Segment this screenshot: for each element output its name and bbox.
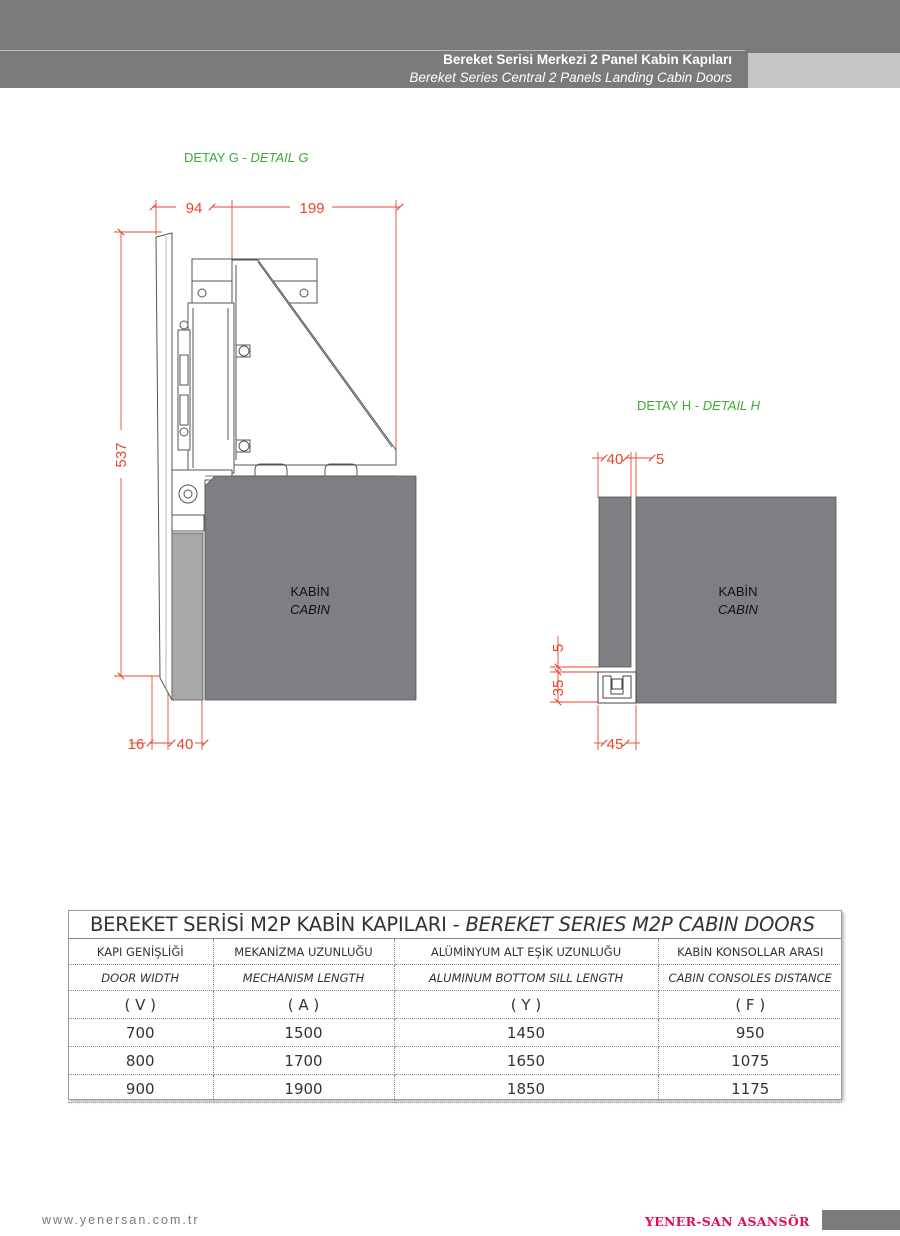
symbol-a: ( A ) — [213, 991, 394, 1019]
footer-brand: YENER-SAN ASANSÖR — [645, 1214, 810, 1229]
dim-16: 16 — [127, 736, 145, 753]
spec-table-wrap — [68, 910, 842, 1103]
cabin-wall-h — [636, 497, 836, 703]
footer-website-link[interactable]: www.yenersan.com.tr — [42, 1213, 200, 1227]
table-title: BEREKET SERİSİ M2P KABİN KAPILARI - BEREKET SERIES M2P CABIN DOORS — [68, 910, 842, 939]
table-cell: 1900 — [213, 1075, 394, 1103]
table-cell: 700 — [68, 1019, 213, 1047]
spec-table — [68, 910, 842, 1103]
header-en-door-width: DOOR WIDTH — [68, 965, 213, 991]
table-cell: 1700 — [213, 1047, 394, 1075]
dim-35-h: 35 — [550, 679, 567, 697]
dim-199: 199 — [299, 200, 325, 217]
cabin-label-en-g: CABIN — [290, 602, 330, 617]
dim-5-h-top: 5 — [655, 451, 665, 468]
detail-h-label: DETAY H - DETAIL H — [637, 398, 761, 413]
header-en-sill-length: ALUMINUM BOTTOM SILL LENGTH — [394, 965, 658, 991]
header-tr-sill-length: ALÜMİNYUM ALT EŞİK UZUNLUĞU — [394, 939, 658, 965]
table-cell: 1650 — [394, 1047, 658, 1075]
dim-45-h: 45 — [606, 736, 624, 753]
dim-94: 94 — [185, 200, 203, 217]
footer-bar — [822, 1210, 900, 1230]
aluminum-sill-h — [598, 672, 636, 703]
table-cell: 800 — [68, 1047, 213, 1075]
symbol-f: ( F ) — [658, 991, 842, 1019]
dim-40-g: 40 — [176, 736, 194, 753]
table-cell: 1450 — [394, 1019, 658, 1047]
symbol-v: ( V ) — [68, 991, 213, 1019]
table-row — [68, 1075, 842, 1103]
cabin-label-tr-h: KABİN — [718, 584, 758, 599]
table-cell: 950 — [658, 1019, 842, 1047]
cabin-door-leaf-g — [172, 533, 203, 700]
cabin-label-tr-g: KABİN — [290, 584, 330, 599]
dim-5-h-side: 5 — [550, 643, 567, 653]
header-en-mechanism-length: MECHANISM LENGTH — [213, 965, 394, 991]
header-tr-door-width: KAPI GENİŞLİĞİ — [68, 939, 213, 965]
table-row — [68, 1019, 842, 1047]
header-en-consoles-distance: CABIN CONSOLES DISTANCE — [658, 965, 842, 991]
header-tr-consoles-distance: KABİN KONSOLLAR ARASI — [658, 939, 842, 965]
dim-537: 537 — [113, 442, 130, 468]
detail-g-label: DETAY G - DETAIL G — [184, 150, 309, 165]
cabin-door-leaf-h — [599, 497, 631, 667]
table-cell: 1500 — [213, 1019, 394, 1047]
cabin-label-en-h: CABIN — [718, 602, 758, 617]
table-cell: 1075 — [658, 1047, 842, 1075]
header-tr-mechanism-length: MEKANİZMA UZUNLUĞU — [213, 939, 394, 965]
landing-door-panel — [156, 233, 172, 700]
dim-40-h: 40 — [606, 451, 624, 468]
table-cell: 1850 — [394, 1075, 658, 1103]
table-row — [68, 1047, 842, 1075]
table-cell: 900 — [68, 1075, 213, 1103]
symbol-y: ( Y ) — [394, 991, 658, 1019]
page-title-en: Bereket Series Central 2 Panels Landing Cabin Doors — [409, 70, 732, 85]
table-cell: 1175 — [658, 1075, 842, 1103]
page-title-tr: Bereket Serisi Merkezi 2 Panel Kabin Kapıları — [443, 52, 732, 67]
